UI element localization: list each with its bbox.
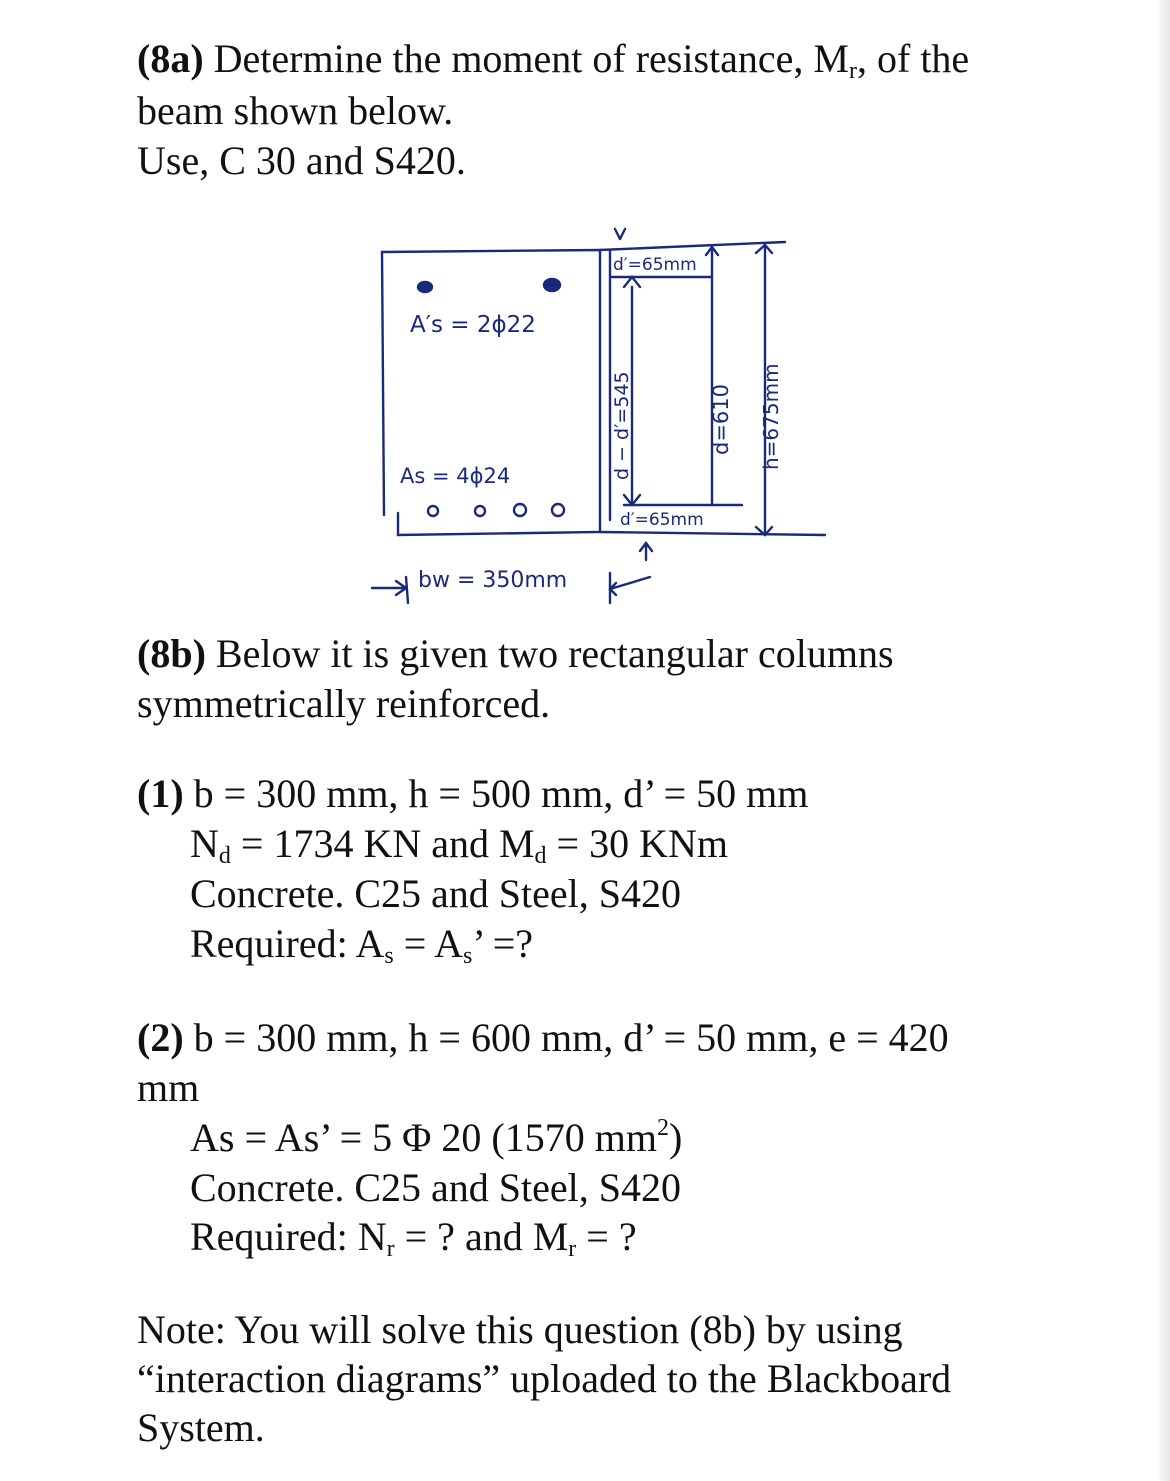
section-outline [382, 250, 600, 535]
q8b-line-1 [137, 630, 894, 678]
p1-required [190, 920, 533, 968]
bottom-bar-4 [552, 504, 564, 516]
p1-geometry [137, 770, 808, 818]
p2-label: (2) [137, 1015, 184, 1060]
bw-left-arrow-icon [372, 581, 406, 595]
q8a-label: (8a) [137, 36, 204, 81]
label-as-prime: A′s = 2ϕ22 [410, 312, 536, 338]
p1-loads [190, 820, 728, 868]
top-bar-right [544, 279, 560, 291]
p2-steel [190, 1114, 682, 1162]
label-d-minus-dprime: d − d′=545 [611, 371, 633, 480]
q8b-line-2: symmetrically reinforced. [137, 681, 551, 726]
p2-steel-b: ) [668, 1115, 683, 1160]
p1-req-b: = A [393, 921, 464, 966]
p2-steel-a: As = As’ = 5 Φ 20 (1570 mm [190, 1115, 657, 1160]
bw-left-tick [406, 577, 408, 603]
p2-required [190, 1213, 637, 1261]
p2-steel-sup: 2 [656, 1115, 669, 1141]
q8a-line-2: beam shown below. [137, 88, 454, 133]
p1-req-sub2: s [463, 943, 473, 969]
top-arrow-icon [615, 229, 625, 239]
p1-loads-end: = 30 KNm [546, 821, 728, 866]
q8a-line-1 [137, 35, 969, 83]
label-dprime-bottom: d′=65mm [620, 510, 704, 530]
p1-materials: Concrete. C25 and Steel, S420 [190, 871, 682, 916]
bottom-bar-1 [428, 506, 438, 516]
p2-req-sub1: r [386, 1236, 395, 1262]
top-extension-line [600, 242, 785, 250]
p2-req-c: = ? [576, 1214, 637, 1259]
q8b-intro-1: Below it is given two rectangular columns [205, 631, 894, 676]
p1-geom-text: b = 300 mm, h = 500 mm, d’ = 50 mm [183, 771, 809, 816]
p2-req-b: = ? and M [394, 1214, 569, 1259]
p2-geometry [137, 1014, 949, 1062]
section-left-edge [382, 252, 384, 515]
beam-section-figure [360, 215, 840, 615]
p2-geometry-cont: mm [137, 1065, 200, 1110]
p1-req-sub1: s [384, 943, 394, 969]
top-bar-left [418, 282, 432, 292]
bottom-extension-line [600, 532, 825, 535]
note-line-1: Note: You will solve this question (8b) by using [137, 1307, 903, 1352]
bw-right-arrow-icon [610, 573, 650, 603]
page-edge-shadow [1156, 0, 1170, 1481]
p1-req-a: Required: A [190, 921, 385, 966]
p1-loads-n-sub: d [218, 843, 231, 869]
note-line-3: System. [137, 1405, 265, 1450]
p2-geom-text: b = 300 mm, h = 600 mm, d’ = 50 mm, e = 420 [183, 1015, 949, 1060]
p1-loads-m-sub: d [534, 843, 547, 869]
bottom-bar-3 [514, 504, 526, 516]
q8a-sub-r: r [849, 58, 857, 84]
note-line-2: “interaction diagrams” uploaded to the Blackboard [137, 1356, 952, 1401]
q8a-text-a: Determine the moment of resistance, M [203, 36, 849, 81]
label-d: d=610 [709, 383, 733, 455]
label-as: As = 4ϕ24 [400, 464, 511, 488]
bottom-cover-arrow-icon [640, 543, 652, 560]
p2-materials: Concrete. C25 and Steel, S420 [190, 1165, 682, 1210]
p1-req-c: ’ =? [472, 921, 534, 966]
p1-loads-n: N [190, 821, 219, 866]
p1-loads-mid: = 1734 KN and M [230, 821, 535, 866]
p1-label: (1) [137, 771, 184, 816]
p2-req-sub2: r [568, 1236, 577, 1262]
label-bw: bw = 350mm [418, 568, 568, 593]
q8a-text-b: , of the [857, 36, 970, 81]
label-dprime-top: d′=65mm [613, 255, 697, 275]
bottom-bar-2 [475, 506, 485, 516]
p2-req-a: Required: N [190, 1214, 387, 1259]
dprime-arrow-up-icon [624, 277, 640, 287]
label-h: h=675mm [759, 363, 783, 470]
q8b-label: (8b) [137, 631, 206, 676]
q8a-line-3: Use, C 30 and S420. [137, 138, 466, 183]
